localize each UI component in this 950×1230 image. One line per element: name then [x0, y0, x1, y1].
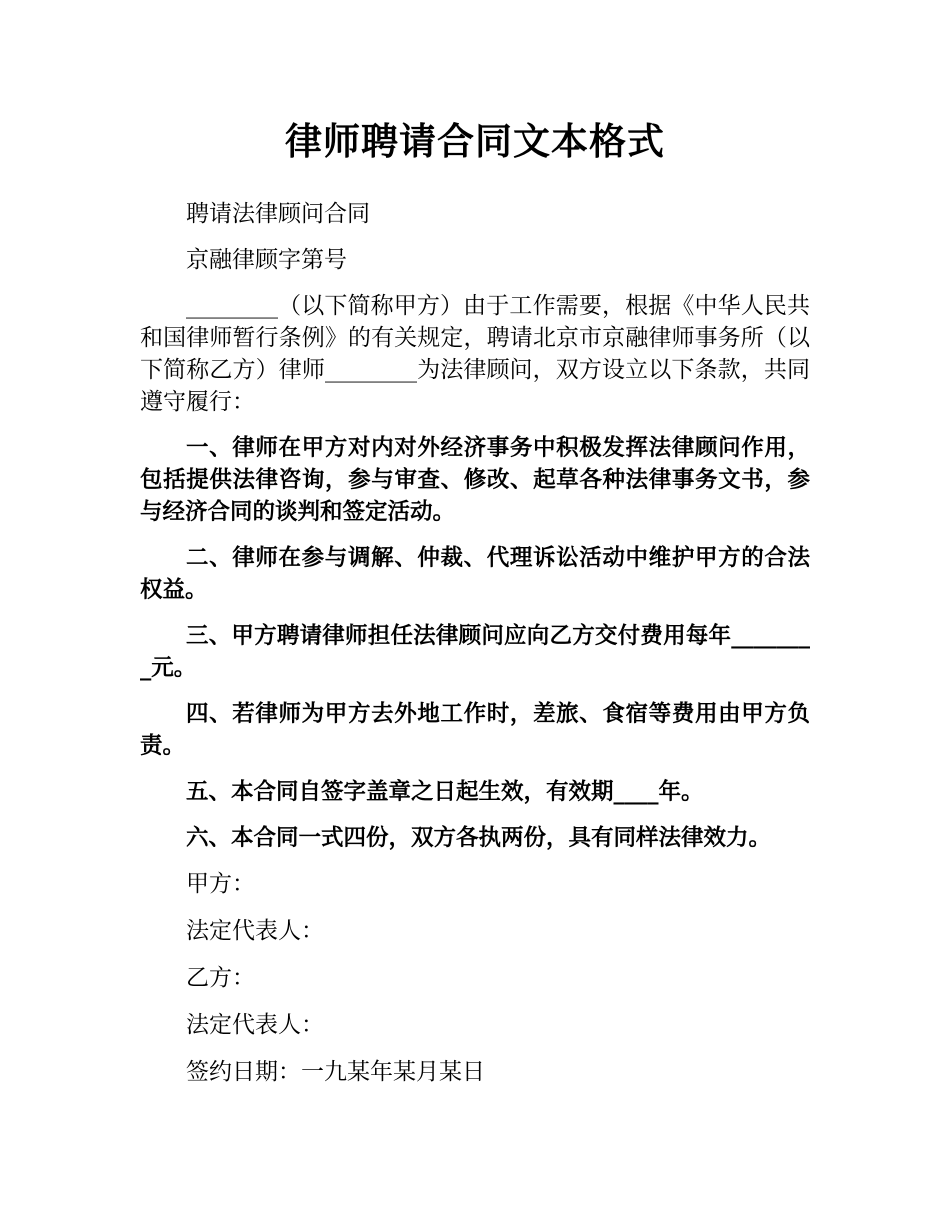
preamble: ________（以下简称甲方）由于工作需要，根据《中华人民共和国律师暂行条例》的有关规定，聘请北京市京融律师事务所（以下简称乙方）律师________为法律顾问，双方设立以下条款，共同遵守履行： — [140, 293, 810, 415]
clause-3: 三、甲方聘请律师担任法律顾问应向乙方交付费用每年________元。 — [140, 623, 810, 681]
party-b-representative: 法定代表人： — [186, 1012, 324, 1038]
signing-date: 签约日期：一九某年某月某日 — [186, 1059, 485, 1085]
contract-name: 聘请法律顾问合同 — [186, 201, 370, 227]
clause-5: 五、本合同自签字盖章之日起生效，有效期____年。 — [186, 779, 704, 805]
party-a: 甲方： — [186, 871, 255, 897]
clause-4: 四、若律师为甲方去外地工作时，差旅、食宿等费用由甲方负责。 — [140, 701, 810, 759]
document-title: 律师聘请合同文本格式 — [285, 120, 665, 163]
clause-1: 一、律师在甲方对内对外经济事务中积极发挥法律顾问作用，包括提供法律咨询，参与审查、修改、起草各种法律事务文书，参与经济合同的谈判和签定活动。 — [140, 435, 810, 525]
clause-6: 六、本合同一式四份，双方各执两份，具有同样法律效力。 — [186, 825, 772, 851]
clause-2: 二、律师在参与调解、仲裁、代理诉讼活动中维护甲方的合法权益。 — [140, 545, 810, 603]
contract-number: 京融律顾字第号 — [186, 247, 347, 273]
party-b: 乙方： — [186, 965, 255, 991]
party-a-representative: 法定代表人： — [186, 918, 324, 944]
